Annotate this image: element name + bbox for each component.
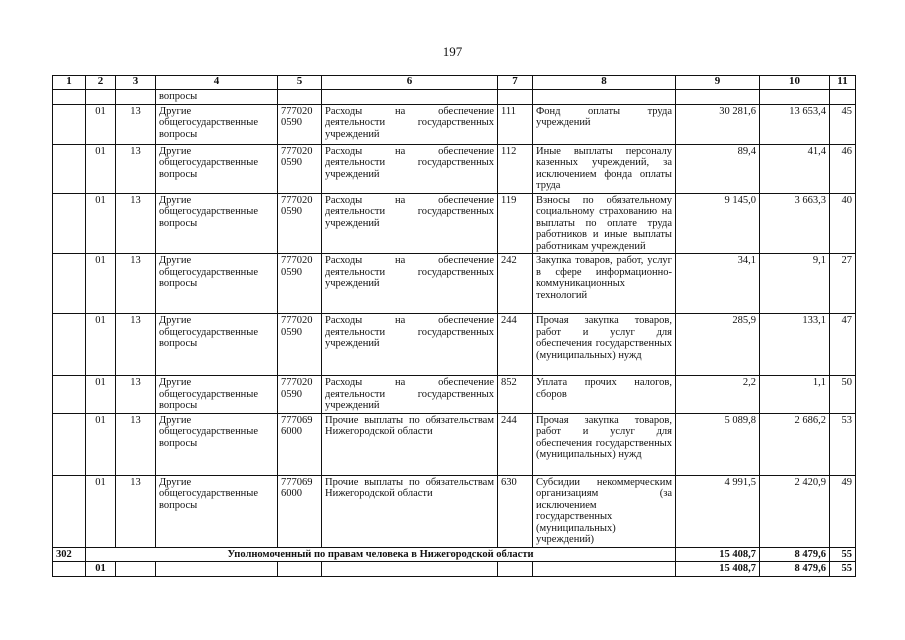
table-row — [53, 475, 856, 547]
header-col-6: 6 — [322, 76, 498, 90]
podrazdel-cell: 13 — [116, 314, 156, 376]
continuation-text: вопросы — [156, 90, 278, 105]
expense-type-code-cell: 244 — [498, 314, 533, 376]
header-col-1: 1 — [53, 76, 86, 90]
table-row — [53, 376, 856, 414]
expense-type-code-cell: 244 — [498, 413, 533, 475]
section-name-cell: Другие общегосударственные вопросы — [156, 376, 278, 414]
expense-type-name-cell: Фонд оплаты труда учреждений — [533, 104, 676, 144]
approved-amount-cell: 34,1 — [676, 254, 760, 314]
target-code-cell: 777020 0590 — [278, 144, 322, 193]
row-blank-cell — [53, 254, 86, 314]
total-percent-cell: 55 — [830, 547, 856, 562]
razdel-cell: 01 — [86, 413, 116, 475]
approved-amount-cell: 2,2 — [676, 376, 760, 414]
total-approved-cell: 15 408,7 — [676, 547, 760, 562]
section-name-cell: Другие общегосударственные вопросы — [156, 314, 278, 376]
podrazdel-cell: 13 — [116, 104, 156, 144]
executed-amount-cell: 2 686,2 — [760, 413, 830, 475]
section-name-cell: Другие общегосударственные вопросы — [156, 413, 278, 475]
percent-cell: 45 — [830, 104, 856, 144]
table-row — [53, 104, 856, 144]
table-row — [53, 193, 856, 254]
podrazdel-cell: 13 — [116, 144, 156, 193]
total-name-cell: Уполномоченный по правам человека в Нижегородской области — [86, 547, 676, 562]
percent-cell: 47 — [830, 314, 856, 376]
purpose-cell: Расходы на обеспечение деятельности государственных учреждений — [322, 254, 498, 314]
purpose-cell: Прочие выплаты по обязательствам Нижегородской области — [322, 413, 498, 475]
approved-amount-cell: 9 145,0 — [676, 193, 760, 254]
expense-type-code-cell: 119 — [498, 193, 533, 254]
header-col-3: 3 — [116, 76, 156, 90]
percent-cell: 49 — [830, 475, 856, 547]
podrazdel-cell: 13 — [116, 475, 156, 547]
purpose-cell: Расходы на обеспечение деятельности государственных учреждений — [322, 104, 498, 144]
section-name-cell: Другие общегосударственные вопросы — [156, 104, 278, 144]
subtotal-executed-cell: 8 479,6 — [760, 562, 830, 577]
executed-amount-cell: 41,4 — [760, 144, 830, 193]
executed-amount-cell: 13 653,4 — [760, 104, 830, 144]
razdel-cell: 01 — [86, 104, 116, 144]
target-code-cell: 777020 0590 — [278, 193, 322, 254]
row-blank-cell — [53, 193, 86, 254]
percent-cell: 46 — [830, 144, 856, 193]
approved-amount-cell: 285,9 — [676, 314, 760, 376]
target-code-cell: 777020 0590 — [278, 314, 322, 376]
executed-amount-cell: 9,1 — [760, 254, 830, 314]
subtotal-razdel-cell: 01 — [86, 562, 116, 577]
subtotal-approved-cell: 15 408,7 — [676, 562, 760, 577]
executed-amount-cell: 133,1 — [760, 314, 830, 376]
subtotal-percent-cell: 55 — [830, 562, 856, 577]
percent-cell: 27 — [830, 254, 856, 314]
section-name-cell: Другие общегосударственные вопросы — [156, 254, 278, 314]
row-blank-cell — [53, 144, 86, 193]
executed-amount-cell: 2 420,9 — [760, 475, 830, 547]
table-header-row — [53, 76, 856, 90]
expense-type-name-cell: Взносы по обязательному социальному страхованию на выплаты по оплате труда работников и иные выплаты работникам учреждений — [533, 193, 676, 254]
podrazdel-cell: 13 — [116, 413, 156, 475]
table-row — [53, 314, 856, 376]
podrazdel-cell: 13 — [116, 254, 156, 314]
total-code-cell: 302 — [53, 547, 86, 562]
purpose-cell: Расходы на обеспечение деятельности государственных учреждений — [322, 193, 498, 254]
razdel-cell: 01 — [86, 254, 116, 314]
percent-cell: 50 — [830, 376, 856, 414]
expense-type-name-cell: Субсидии некоммерческим организациям (за исключением государственных (муниципальных) учреждений) — [533, 475, 676, 547]
purpose-cell: Прочие выплаты по обязательствам Нижегородской области — [322, 475, 498, 547]
header-col-5: 5 — [278, 76, 322, 90]
subtotal-row — [53, 562, 856, 577]
expense-type-code-cell: 242 — [498, 254, 533, 314]
target-code-cell: 777069 6000 — [278, 413, 322, 475]
header-col-10: 10 — [760, 76, 830, 90]
expense-type-code-cell: 852 — [498, 376, 533, 414]
purpose-cell: Расходы на обеспечение деятельности государственных учреждений — [322, 376, 498, 414]
approved-amount-cell: 5 089,8 — [676, 413, 760, 475]
row-blank-cell — [53, 376, 86, 414]
section-name-cell: Другие общегосударственные вопросы — [156, 475, 278, 547]
razdel-cell: 01 — [86, 144, 116, 193]
table-row — [53, 144, 856, 193]
percent-cell: 53 — [830, 413, 856, 475]
approved-amount-cell: 30 281,6 — [676, 104, 760, 144]
row-blank-cell — [53, 104, 86, 144]
expense-type-name-cell: Прочая закупка товаров, работ и услуг для обеспечения государственных (муниципальных) нужд — [533, 314, 676, 376]
row-blank-cell — [53, 475, 86, 547]
section-name-cell: Другие общегосударственные вопросы — [156, 193, 278, 254]
executed-amount-cell: 1,1 — [760, 376, 830, 414]
header-col-2: 2 — [86, 76, 116, 90]
expense-type-code-cell: 630 — [498, 475, 533, 547]
header-col-11: 11 — [830, 76, 856, 90]
expense-type-name-cell: Уплата прочих налогов, сборов — [533, 376, 676, 414]
header-col-9: 9 — [676, 76, 760, 90]
target-code-cell: 777020 0590 — [278, 376, 322, 414]
header-col-4: 4 — [156, 76, 278, 90]
table-row — [53, 413, 856, 475]
continuation-row — [53, 90, 856, 105]
approved-amount-cell: 4 991,5 — [676, 475, 760, 547]
purpose-cell: Расходы на обеспечение деятельности государственных учреждений — [322, 144, 498, 193]
expense-type-name-cell: Закупка товаров, работ, услуг в сфере информационно-коммуникационных технологий — [533, 254, 676, 314]
target-code-cell: 777069 6000 — [278, 475, 322, 547]
total-executed-cell: 8 479,6 — [760, 547, 830, 562]
section-name-cell: Другие общегосударственные вопросы — [156, 144, 278, 193]
razdel-cell: 01 — [86, 376, 116, 414]
podrazdel-cell: 13 — [116, 193, 156, 254]
table-row — [53, 254, 856, 314]
row-blank-cell — [53, 413, 86, 475]
podrazdel-cell: 13 — [116, 376, 156, 414]
expense-type-code-cell: 112 — [498, 144, 533, 193]
razdel-cell: 01 — [86, 314, 116, 376]
header-col-8: 8 — [533, 76, 676, 90]
target-code-cell: 777020 0590 — [278, 254, 322, 314]
page-number: 197 — [442, 44, 463, 59]
approved-amount-cell: 89,4 — [676, 144, 760, 193]
target-code-cell: 777020 0590 — [278, 104, 322, 144]
razdel-cell: 01 — [86, 193, 116, 254]
total-row — [53, 547, 856, 562]
percent-cell: 40 — [830, 193, 856, 254]
header-col-7: 7 — [498, 76, 533, 90]
expense-type-code-cell: 111 — [498, 104, 533, 144]
row-blank-cell — [53, 314, 86, 376]
executed-amount-cell: 3 663,3 — [760, 193, 830, 254]
expense-type-name-cell: Прочая закупка товаров, работ и услуг для обеспечения государственных (муниципальных) нужд — [533, 413, 676, 475]
budget-table — [52, 75, 856, 577]
expense-type-name-cell: Иные выплаты персоналу казенных учреждений, за исключением фонда оплаты труда — [533, 144, 676, 193]
purpose-cell: Расходы на обеспечение деятельности государственных учреждений — [322, 314, 498, 376]
razdel-cell: 01 — [86, 475, 116, 547]
